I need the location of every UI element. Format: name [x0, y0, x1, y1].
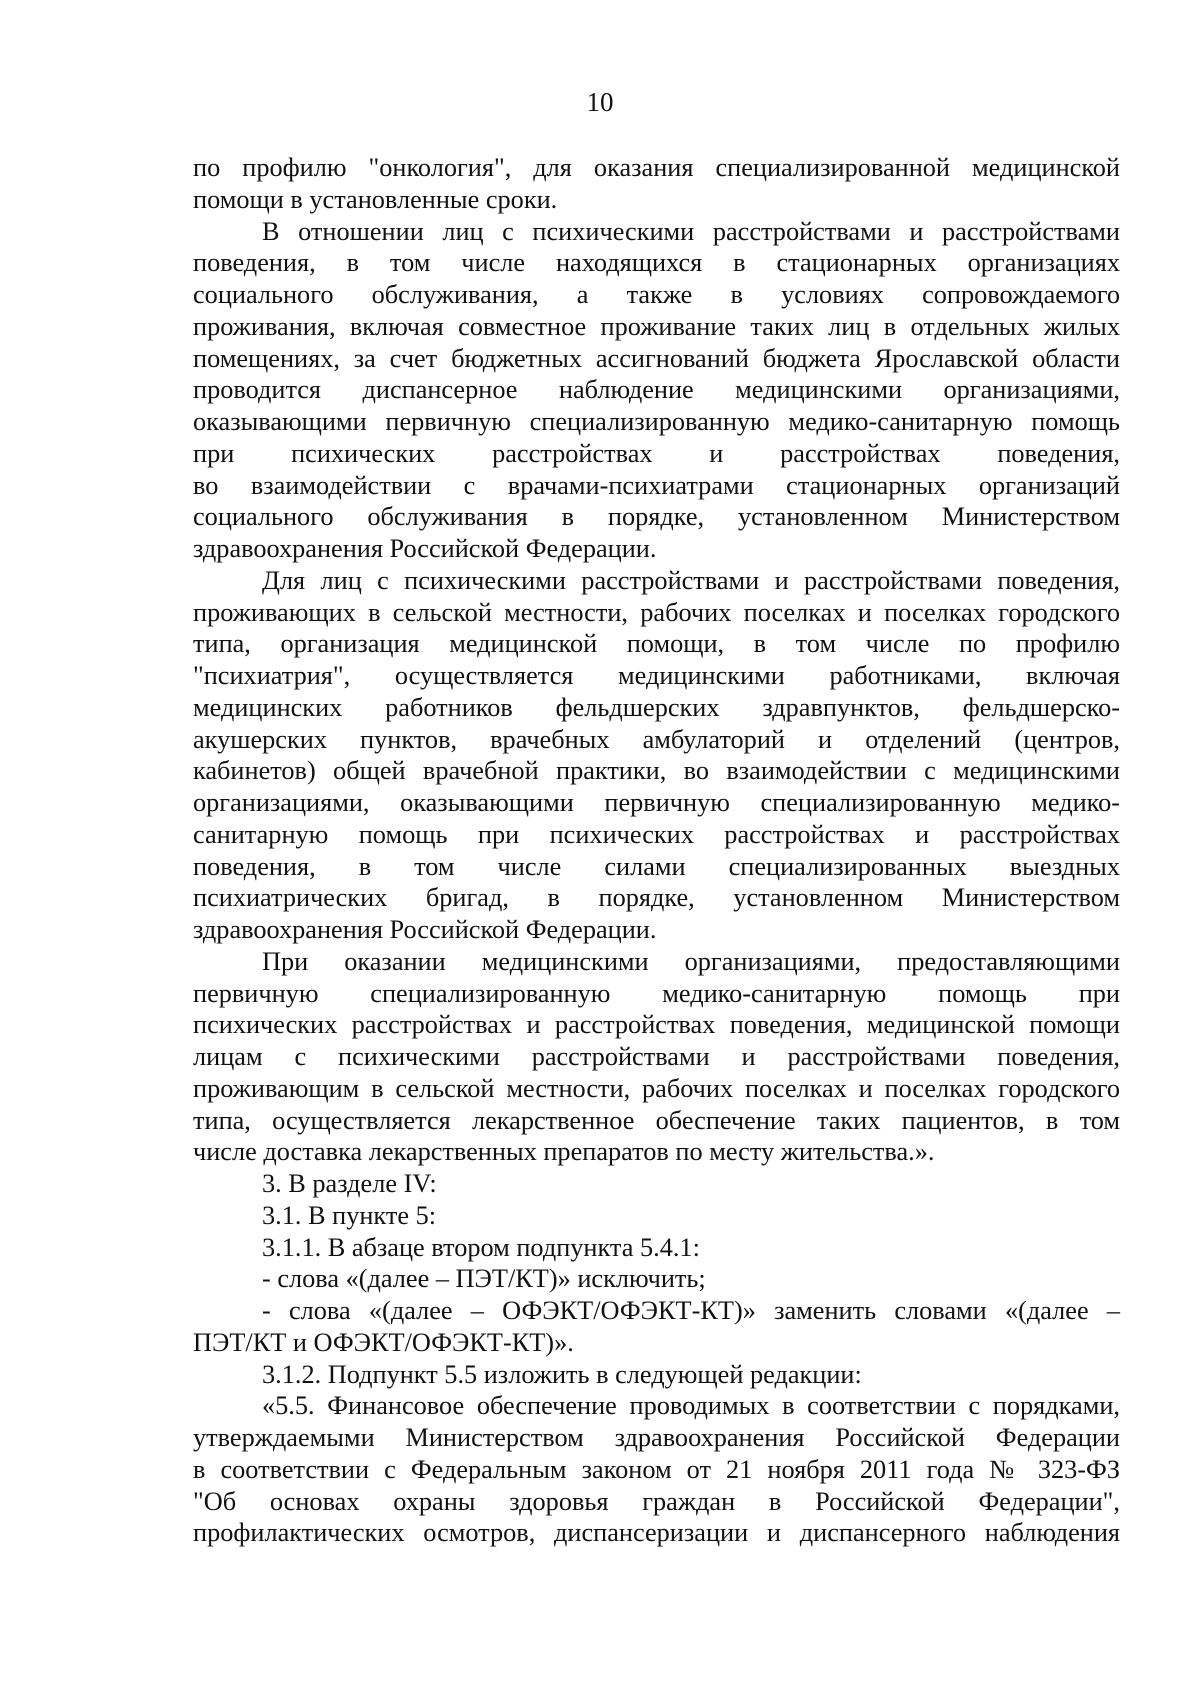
text-line: - слова «(далее – ПЭТ/КТ)» исключить; — [262, 1264, 706, 1294]
text-line: 3.1.1. В абзаце втором подпункта 5.4.1: — [262, 1232, 700, 1262]
text-line: поведения, в том числе силами специализированных выездных — [193, 851, 1120, 881]
text-line: помещениях, за счет бюджетных ассигнований бюджета Ярославской области — [193, 343, 1120, 373]
text-line: При оказании медицинскими организациями, предоставляющими — [262, 946, 1120, 976]
page-number: 10 — [586, 87, 614, 117]
text-line: поведения, в том числе находящихся в стационарных организациях — [193, 248, 1120, 278]
text-line: "психиатрия", осуществляется медицинскими работниками, включая — [193, 661, 1120, 690]
text-line: кабинетов) общей врачебной практики, во взаимодействии с медицинскими — [193, 756, 1120, 786]
text-line: психиатрических бригад, в порядке, установленном Министерством — [193, 883, 1120, 913]
text-line: при психических расстройствах и расстройствах поведения, — [193, 438, 1120, 468]
text-line: 3.1.2. Подпункт 5.5 изложить в следующей редакции: — [262, 1359, 862, 1389]
text-line: оказывающими первичную специализированную медико-санитарную помощь — [193, 407, 1120, 436]
text-line: проживающих в сельской местности, рабочих поселках и поселках городского — [193, 597, 1120, 627]
text-line: первичную специализированную медико-санитарную помощь при — [193, 978, 1120, 1008]
text-line: во взаимодействии с врачами-психиатрами стационарных организаций — [193, 470, 1120, 500]
text-line: «5.5. Финансовое обеспечение проводимых в соответствии с порядками, — [262, 1391, 1120, 1421]
text-line: акушерских пунктов, врачебных амбулаторий и отделений (центров, — [193, 724, 1120, 754]
text-line: проживания, включая совместное проживание таких лиц в отдельных жилых — [193, 311, 1120, 341]
text-line: здравоохранения Российской Федерации. — [193, 534, 657, 563]
text-line: утверждаемыми Министерством здравоохранения Российской Федерации — [193, 1423, 1120, 1452]
text-line: ПЭТ/КТ и ОФЭКТ/ОФЭКТ-КТ)». — [193, 1327, 574, 1357]
text-line: проживающим в сельской местности, рабочих поселках и поселках городского — [193, 1073, 1120, 1103]
text-line: 3. В разделе IV: — [262, 1169, 437, 1198]
text-line: типа, организация медицинской помощи, в том числе по профилю — [193, 629, 1120, 659]
text-line: по профилю "онкология", для оказания специализированной медицинской — [193, 153, 1120, 182]
text-line: здравоохранения Российской Федерации. — [193, 915, 657, 944]
text-line: психических расстройствах и расстройствах поведения, медицинской помощи — [193, 1010, 1120, 1040]
text-line: - слова «(далее – ОФЭКТ/ОФЭКТ-КТ)» заменить словами «(далее – — [262, 1296, 1120, 1325]
text-line: организациями, оказывающими первичную специализированную медико- — [193, 788, 1120, 817]
document-body — [193, 152, 1120, 1549]
text-line: медицинских работников фельдшерских здравпунктов, фельдшерско- — [193, 692, 1120, 722]
text-line: числе доставка лекарственных препаратов по месту жительства.». — [193, 1137, 935, 1167]
text-line: лицам с психическими расстройствами и расстройствами поведения, — [193, 1042, 1120, 1071]
text-line: социального обслуживания, а также в условиях сопровождаемого — [193, 280, 1120, 309]
text-line: санитарную помощь при психических расстройствах и расстройствах — [193, 819, 1120, 849]
text-line: в соответствии с Федеральным законом от 21 ноября 2011 года № 323-ФЗ — [193, 1454, 1120, 1484]
text-line: типа, осуществляется лекарственное обеспечение таких пациентов, в том — [193, 1105, 1120, 1135]
text-line: Для лиц с психическими расстройствами и расстройствами поведения, — [262, 565, 1120, 595]
text-line: В отношении лиц с психическими расстройствами и расстройствами — [262, 216, 1120, 246]
text-line: проводится диспансерное наблюдение медицинскими организациями, — [193, 375, 1120, 405]
text-line: помощи в установленные сроки. — [193, 184, 558, 214]
text-line: социального обслуживания в порядке, установленном Министерством — [193, 502, 1120, 532]
text-line: 3.1. В пункте 5: — [262, 1200, 437, 1230]
text-line: "Об основах охраны здоровья граждан в Российской Федерации", — [193, 1486, 1120, 1516]
text-line: профилактических осмотров, диспансеризации и диспансерного наблюдения — [193, 1518, 1120, 1548]
